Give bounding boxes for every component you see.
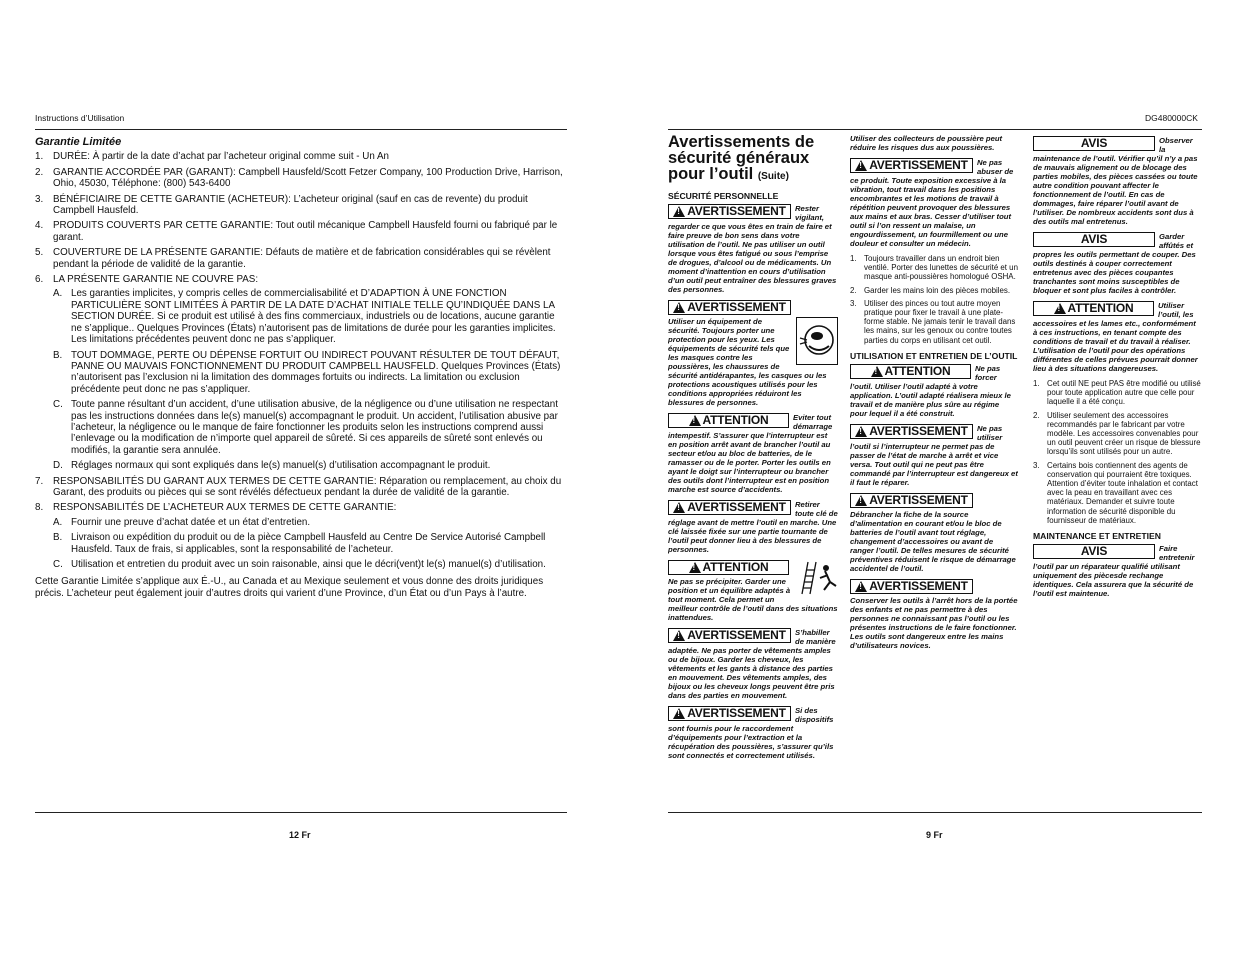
warning-block: ! AVERTISSEMENT Si des dispositifs sont fournis pour le raccordement d’équipements pour l’extraction et la récupération des poussières, s’assurer qu’ils sont connectés et correctement utilisés. <box>668 706 838 760</box>
warning-triangle-icon <box>673 302 685 313</box>
caution-triangle-icon <box>871 366 883 377</box>
list-item: 2. Utiliser seulement des accessoires recommandés par le fabricant par votre modèle. Les accessoires convenables pour un outil peuvent créer un risque de blessure lorsqu’ils sont utilisés pour un autre. <box>1033 410 1201 457</box>
caution-triangle-icon <box>689 415 701 426</box>
warning-badge: ! AVERTISSEMENT <box>668 500 791 515</box>
warranty-item: 8. RESPONSABILITÉS DE L’ACHETEUR AUX TERMES DE CETTE GARANTIE: A. Fournir une preuve d’achat datée et un état d’entretien. B. Livraison ou expédition du produit ou de la pièce Campbell Hausfeld au Centre De Service Autorisé Campbell Hausfeld. Taux de frais, si applicables, sont la responsabilité de l’acheteur. C. Utilisation et entretien du produit avec un soin raisonable, ainsi que le décri(vent)t le(s) manuel(s) d’utilisation. <box>35 502 567 570</box>
warning-block: ! AVERTISSEMENT Ne pas utiliser l’outil si l’interrupteur ne permet pas de passer de l’état de marche à arrêt et vice versa. Tout outil qui ne peut pas être commandé par l’interrupteur est dangereux et il faut le réparer. <box>850 424 1018 487</box>
warranty-item: 5. COUVERTURE DE LA PRÉSENTE GARANTIE: Défauts de matière et de fabrication considérables qui se révèlent pendant la période de validité de la garantie. <box>35 247 551 270</box>
list-item: 2. Garder les mains loin des pièces mobiles. <box>850 285 1011 295</box>
caution-badge: ! ATTENTION <box>1033 301 1154 316</box>
section-heading: MAINTENANCE ET ENTRETIEN <box>1033 531 1161 542</box>
notice-badge: AVIS <box>1033 232 1155 247</box>
warning-triangle-icon <box>855 426 867 437</box>
section-heading: UTILISATION ET ENTRETIEN DE L’OUTIL <box>850 350 1018 361</box>
warning-triangle-icon <box>855 160 867 171</box>
warning-triangle-icon <box>673 630 685 641</box>
warning-badge: ! AVERTISSEMENT <box>668 628 791 643</box>
caution-block: ! ATTENTION Utiliser l’outil, les accessoires et les lames etc., conformément à ces instructions, en tenant compte des conditions de travail et du travail à réaliser. L’utilisation de l’outil pour des opérations différentes de celles prévues pourrait donner lieu à des situations dangereuses. <box>1033 301 1201 373</box>
caution-block: ! ATTENTION Ne pas se précipiter. Garder une position et un équilibre adaptés à tout moment. Cela permet un meilleur contrôle de l’outil dans des situations inattendues. <box>668 560 838 622</box>
caution-triangle-icon <box>1054 303 1066 314</box>
list-item: 3. Certains bois contiennent des agents de conservation qui pourraient être toxiques. Attention d’éviter toute inhalation et contact avec la peau en travaillant avec ces matériaux. Demander et suivre toute information de sécurité disponible du fournisseur de matériaux. <box>1033 460 1198 525</box>
caution-badge: ! ATTENTION <box>850 364 971 379</box>
warning-triangle-icon <box>673 502 685 513</box>
warning-triangle-icon <box>855 581 867 592</box>
warning-badge: ! AVERTISSEMENT <box>668 204 791 219</box>
list-item: 1. Cet outil NE peut PAS être modifié ou utilisé pour toute application autre que celle pour laquelle il a été conçu. <box>1033 379 1201 407</box>
warning-badge: ! AVERTISSEMENT <box>850 579 973 594</box>
warranty-item: 4. PRODUITS COUVERTS PAR CETTE GARANTIE: Tout outil mécanique Campbell Hausfeld fourni ou fabriqué par le garant. <box>35 220 558 243</box>
notice-badge: AVIS <box>1033 136 1155 151</box>
warning-block: ! AVERTISSEMENT S’habiller de manière adaptée. Ne pas porter de vêtements amples ou de bijoux. Garder les cheveux, les vêtements et les gants à distance des parties en mouvement. Des vêtements amples, des bijoux ou les cheveux longs peuvent être pris dans des parties en mouvement. <box>668 628 838 700</box>
caution-triangle-icon <box>689 562 701 573</box>
warning-badge: ! AVERTISSEMENT <box>668 300 791 315</box>
right-page-number: 9 Fr <box>926 830 943 840</box>
notice-block: AVIS Observer la maintenance de l’outil. Vérifier qu’il n’y a pas de mauvais alignement ou de blocage des parties mobiles, des pièces cassées ou toute autre condition pouvant affecter le fonctionnement de l’outil. En cas de dommages, faire réparer l’outil avant de l’utiliser. De nombreux accidents sont dus à des outils mal entretenus. <box>1033 136 1198 226</box>
warranty-section <box>35 137 567 599</box>
safety-title: Avertissements de sécurité généraux pour l’outil (Suite) <box>668 133 815 183</box>
warning-badge: ! AVERTISSEMENT <box>850 158 973 173</box>
warning-triangle-icon <box>855 495 867 506</box>
warranty-subitem: A. Fournir une preuve d’achat datée et un état d’entretien. <box>53 516 311 528</box>
warranty-item: 7. RESPONSABILITÉS DU GARANT AUX TERMES DE CETTE GARANTIE: Réparation ou remplacement, au choix du Garant, des produits ou pièces qui se sont révélés défectueux pendant la durée de validité de la garantie. <box>35 475 562 498</box>
list-item: 3. Utiliser des pinces ou tout autre moyen pratique pour fixer le travail à une plate-forme stable. Ne jamais tenir le travail dans les mains, sur les genoux ou contre toutes parties du corps en utilisant cet outil. <box>850 298 1016 345</box>
warning-badge: ! AVERTISSEMENT <box>850 424 973 439</box>
warranty-item: 1. DURÉE: À partir de la date d’achat par l’acheteur original comme suit - Un An <box>35 151 389 163</box>
title-suffix: (Suite) <box>757 171 789 182</box>
warranty-subitem: D. Réglages normaux qui sont expliqués dans le(s) manuel(s) d’utilisation accompagnant le produit. <box>53 460 491 472</box>
warranty-subitem: C. Toute panne résultant d’un accident, d’une utilisation abusive, de la négligence ou d’une utilisation ne respectant pas les instructions données dans le(s) manuel(s) accompagnant le produit. Un accident, l’utilisation abusive par l’acheteur, la négligence ou le manque de faire fonctionner les produits selon les instructions comprend aussi l’enlevage ou la modification de n’importe quel appareil de sûreté. Si ces appareils de sûreté sont enlevés ou modifiés, la garantie sera annulée. <box>53 399 558 456</box>
caution-block: ! ATTENTION Eviter tout démarrage intempestif. S’assurer que l’interrupteur est en position arrêt avant de brancher l’outil au secteur et/ou au bloc de batteries, de le ramasser ou de le porter. Porter les outils en ayant le doigt sur l’interrupteur ou brancher des outils dont l’interrupteur est en position marche est source d’accidents. <box>668 413 838 494</box>
right-bottom-rule <box>668 812 1202 813</box>
warning-triangle-icon <box>673 708 685 719</box>
notice-badge: AVIS <box>1033 544 1155 559</box>
list-item: 1. Toujours travailler dans un endroit bien ventilé. Porter des lunettes de sécurité et un masque anti-poussières homologué OSHA. <box>850 254 1018 282</box>
warning-block: ! AVERTISSEMENT Utiliser un équipement de sécurité. Toujours porter une protection pour les yeux. Les équipements de sécurité tels que les masques contre les poussières, les chaussures de sécurité antidérapantes, les casques ou les protections acoustiques utilisés pour les conditions appropriées réduiront les blessures de personnes. <box>668 300 838 407</box>
warranty-subitem: C. Utilisation et entretien du produit avec un soin raisonable, ainsi que le décri(vent)t le(s) manuel(s) d’utilisation. <box>53 559 546 570</box>
intro-text: Utiliser des collecteurs de poussière peut réduire les risques dus aux poussières. <box>850 134 1003 152</box>
warning-block: ! AVERTISSEMENT Ne pas abuser de ce produit. Toute exposition excessive à la vibration, tout travail dans les positions encombrantes et les motions de travail à répétition peuvent provoquer des blessures aux mains et aux bras. Cesser d’utiliser tout outil si l’on ressent un malaise, un engourdissement, un fourmillement ou une douleur et consulter un médecin. <box>850 158 1018 248</box>
warranty-subitem: B. TOUT DOMMAGE, PERTE OU DÉPENSE FORTUIT OU INDIRECT POUVANT RÉSULTER DE TOUT DÉFAUT, PANNE OU MAUVAIS FONCTIONNEMENT DU PRODUIT CAMPBELL HAUSFELD. Quelques Provinces (États) n’autorisent pas l’exclusion ni la limitation des dommages fortuits ou indirects. La limitation ou exclusion précédente peut donc ne pas s’appliquer. <box>53 349 561 395</box>
right-top-rule <box>668 129 1202 130</box>
caution-block: ! ATTENTION Ne pas forcer l’outil. Utiliser l’outil adapté à votre application. L’outil adapté réalisera mieux le travail et de manière plus sûre au régime pour lequel il a été construit. <box>850 364 1018 418</box>
warranty-item: 2. GARANTIE ACCORDÉE PAR (GARANT): Campbell Hausfeld/Scott Fetzer Company, 100 Production Drive, Harrison, Ohio, 45030, Téléphone: (800) 543-6400 <box>35 166 563 190</box>
caution-badge: ! ATTENTION <box>668 413 789 428</box>
notice-block: AVIS Faire entretenir l’outil par un réparateur qualifié utilisant uniquement des piècesde rechange identiques. Cela assurera que la sécurité de l’outil est maintenue. <box>1033 544 1195 599</box>
left-top-rule <box>35 129 567 130</box>
goggles-mask-icon <box>796 317 838 365</box>
warranty-subitem: A. Les garanties implicites, y compris celles de commercialisabilité et D’ADAPTION À UNE FONCTION PARTICULIÈRE SONT LIMITÉES À PARTIR DE LA DATE D’ACHAT INITIALE TELLE QU’INDIQUÉE DANS LA SECTION DURÉE. Si ce produit est utilisé à des fins commerciaux, industriels ou de locations, aucune garantie ne s’applique.. Quelques Provinces (États) n’autorisent pas de limitations de durée pour les garanties implicites. Les limitations précédentes peuvent donc ne pas s’appliquer. <box>53 288 556 346</box>
warning-block: ! AVERTISSEMENT Conserver les outils à l’arrêt hors de la portée des enfants et ne pas permettre à des personnes ne connaissant pas l’outil ou les présentes instructions de le faire fonctionner. Les outils sont dangereux entre les mains d’utilisateurs novices. <box>850 579 1018 650</box>
right-column-1 <box>668 134 838 766</box>
falling-ladder-icon <box>798 560 838 596</box>
warning-block: ! AVERTISSEMENT Rester vigilant, regarder ce que vous êtes en train de faire et faire preuve de bon sens dans votre utilisation de l’outil. Ne pas utiliser un outil lorsque vous êtes fatigué ou sous l’emprise de drogues, d’alcool ou de médicaments. Un moment d’inattention en cours d’utilisation d’un outil peut entraîner des blessures graves des personnes. <box>668 204 838 294</box>
warranty-subitem: B. Livraison ou expédition du produit ou de la pièce Campbell Hausfeld au Centre De Service Autorisé Campbell Hausfeld. Taux de frais, si applicables, sont la responsabilité de l’acheteur. <box>53 532 546 555</box>
left-page-number: 12 Fr <box>289 830 311 840</box>
warranty-title: Garantie Limitée <box>35 136 122 148</box>
warranty-item: 3. BÉNÉFICIAIRE DE CETTE GARANTIE (ACHETEUR): L’acheteur original (sauf en cas de revente) du produit Campbell Hausfeld. <box>35 193 528 217</box>
left-bottom-rule <box>35 812 567 813</box>
warranty-item: 6. LA PRÉSENTE GARANTIE NE COUVRE PAS: A. Les garanties implicites, y compris celles de commercialisabilité et D’ADAPTION À UNE FONCTION PARTICULIÈRE SONT LIMITÉES À PARTIR DE LA DATE D’ACHAT INITIALE TELLE QU’INDIQUÉE DANS LA SECTION DURÉE. Si ce produit est utilisé à des fins commerciaux, industriels ou de locations, aucune garantie ne s’applique.. Quelques Provinces (États) n’autorisent pas de limitations de durée pour les garanties implicites. Les limitations précédentes peuvent donc ne pas s’appliquer. B. TOUT DOMMAGE, PERTE OU DÉPENSE FORTUIT OU INDIRECT POUVANT RÉSULTER DE TOUT DÉFAUT, PANNE OU MAUVAIS FONCTIONNEMENT DU PRODUIT CAMPBELL HAUSFELD. Quelques Provinces (États) n’autorisent pas l’exclusion ni la limitation des dommages fortuits ou indirects. La limitation ou exclusion précédente peut donc ne pas s’appliquer. C. Toute panne résultant d’un accident, d’une utilisation abusive, de la négligence ou d’une utilisation ne respectant pas les instructions données dans le(s) manuel(s) accompagnant le produit. Un accident, l’utilisation abusive par l’acheteur, la négligence ou le manque de faire fonctionner les produits selon les instructions comprend aussi l’enlevage ou la modification de n’importe quel appareil de sûreté. Si ces appareils de sûreté sont enlevés ou modifiés, la garantie sera annulée. D. Réglages normaux qui sont expliqués dans le(s) manuel(s) d’utilisation accompagnant le produit. <box>35 274 567 472</box>
left-running-header: Instructions d’Utilisation <box>35 113 125 123</box>
warning-badge: ! AVERTISSEMENT <box>668 706 791 721</box>
caution-badge: ! ATTENTION <box>668 560 789 575</box>
notice-block: AVIS Garder affûtés et propres les outils permettant de couper. Des outils destinés à couper correctement entretenus avec des pièces coupantes tranchantes sont moins susceptibles de bloquer et sont plus faciles à contrôler. <box>1033 232 1196 295</box>
right-column-2 <box>850 134 1018 656</box>
instruction-list <box>1033 379 1201 525</box>
warning-badge: ! AVERTISSEMENT <box>850 493 973 508</box>
section-heading: SÉCURITÉ PERSONNELLE <box>668 191 779 201</box>
right-running-header: DG480000CK <box>1145 113 1198 123</box>
instruction-list <box>850 254 1018 345</box>
warning-block: ! AVERTISSEMENT Retirer toute clé de réglage avant de mettre l’outil en marche. Une clé laissée fixée sur une partie tournante de l’outil peut donner lieu à des blessures de personnes. <box>668 500 838 554</box>
warning-block: ! AVERTISSEMENT Débrancher la fiche de la source d’alimentation en courant et/ou le bloc de batteries de l’outil avant tout réglage, changement d’accessoires ou avant de ranger l’outil. De telles mesures de sécurité préventives réduisent le risque de démarrage accidentel de l’outil. <box>850 493 1018 573</box>
right-column-3 <box>1033 136 1201 604</box>
warning-triangle-icon <box>673 206 685 217</box>
warranty-closing-text: Cette Garantie Limitée s’applique aux É.-U., au Canada et au Mexique seulement et vous donne des droits juridiques précis. L’acheteur peut également jouir d’autres droits qui varient d’une Province, d’un État ou d’un Pays à l’autre. <box>35 576 544 599</box>
